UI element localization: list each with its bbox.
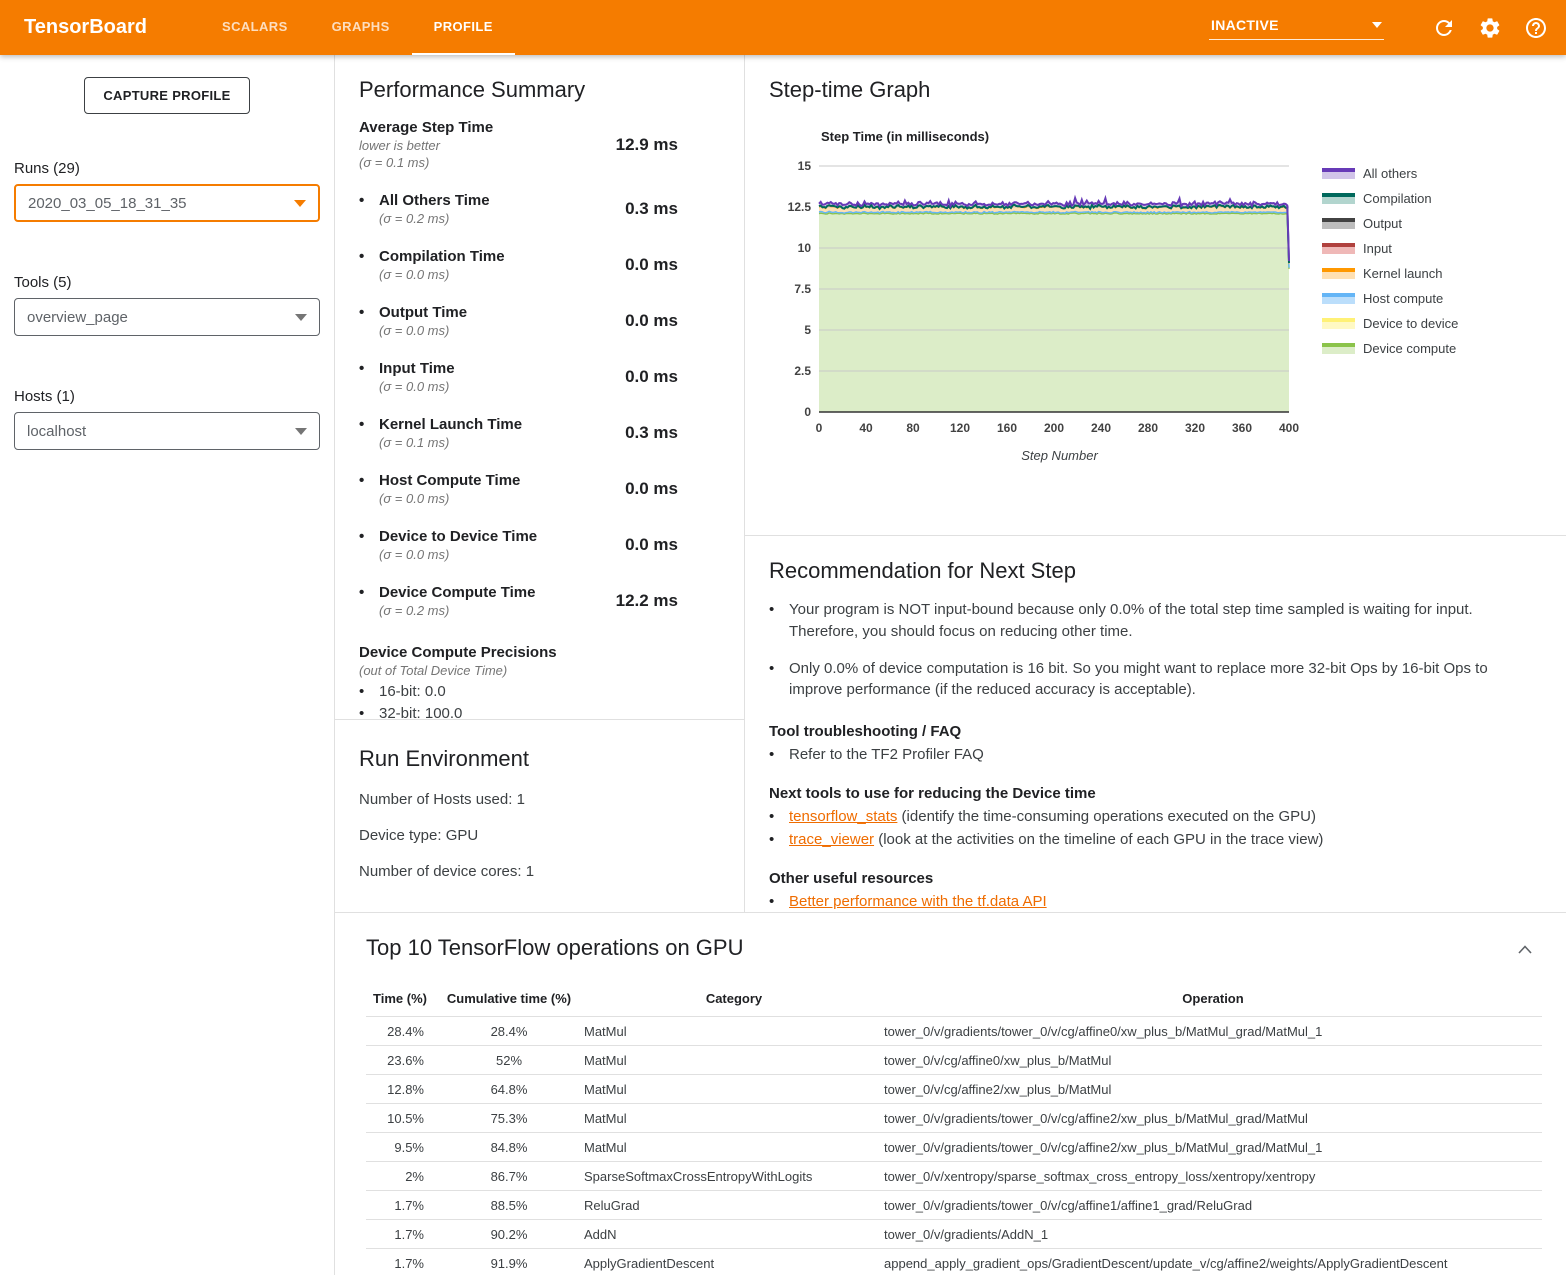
legend-item: [1322, 166, 1458, 181]
table-row: [366, 1104, 1542, 1133]
table-cell: 90.2%: [434, 1220, 584, 1249]
svg-text:5: 5: [804, 323, 811, 337]
legend-item: [1322, 191, 1458, 206]
table-row: [366, 1191, 1542, 1220]
metric-row: [359, 304, 720, 338]
table-cell: 91.9%: [434, 1249, 584, 1275]
legend-item: [1322, 341, 1458, 356]
metric-label: Host Compute Time: [379, 472, 521, 489]
run-environment-title: Run Environment: [359, 746, 529, 771]
svg-text:7.5: 7.5: [794, 282, 811, 296]
sidebar: [0, 55, 335, 1275]
metric-row: [359, 528, 720, 562]
svg-text:2.5: 2.5: [794, 364, 811, 378]
resource-item: [769, 893, 1542, 910]
svg-text:80: 80: [906, 421, 920, 435]
chevron-down-icon: [295, 428, 307, 435]
metric-label: Kernel Launch Time: [379, 416, 523, 433]
metric-label: Average Step Time: [359, 119, 494, 136]
top-ops-title: Top 10 TensorFlow operations on GPU: [366, 935, 744, 960]
table-cell: 64.8%: [434, 1075, 584, 1104]
legend-item: [1322, 241, 1458, 256]
svg-text:160: 160: [996, 421, 1018, 435]
table-header-cell: Cumulative time (%): [434, 983, 584, 1017]
table-row: [366, 1162, 1542, 1191]
legend-item: [1322, 316, 1458, 331]
metric-label: Compilation Time: [379, 248, 505, 265]
table-cell: MatMul: [584, 1133, 884, 1162]
runs-label: Runs (29): [14, 160, 80, 177]
table-cell: tower_0/v/gradients/tower_0/v/cg/affine2/xw_plus_b/MatMul_grad/MatMul: [884, 1104, 1542, 1133]
svg-text:10: 10: [797, 241, 811, 255]
recommendation-text: Only 0.0% of device computation is 16 bit. So you might want to replace more 32-bit Ops by 16-bit Ops to improve performance (if the reduced accuracy is acceptable).: [789, 659, 1488, 699]
table-cell: tower_0/v/gradients/tower_0/v/cg/affine1/affine1_grad/ReluGrad: [884, 1191, 1542, 1220]
trace-viewer-link[interactable]: trace_viewer: [789, 831, 875, 848]
table-cell: 75.3%: [434, 1104, 584, 1133]
recommendation-section: [745, 536, 1566, 932]
metric-value: 0.3 ms: [625, 423, 678, 442]
recommendation-bullet: [769, 658, 1542, 702]
faq-text: Refer to the TF2 Profiler FAQ: [789, 746, 984, 763]
bullet-icon: •: [769, 659, 775, 677]
table-cell: MatMul: [584, 1075, 884, 1104]
step-time-chart: [769, 129, 1542, 463]
precisions-title: Device Compute Precisions: [359, 644, 557, 661]
faq-item: [769, 746, 1542, 763]
tfdata-api-link[interactable]: Better performance with the tf.data API: [789, 893, 1047, 910]
metric-row: [359, 248, 720, 282]
bullet-icon: •: [359, 528, 365, 545]
next-tool-item: [769, 808, 1542, 825]
metric-row: [359, 416, 720, 450]
table-row: [366, 1133, 1542, 1162]
table-cell: 10.5%: [366, 1104, 434, 1133]
recommendation-bullet: [769, 599, 1542, 643]
svg-text:360: 360: [1231, 421, 1253, 435]
env-hosts-used: Number of Hosts used: 1: [359, 791, 525, 808]
metric-value: 12.9 ms: [615, 134, 678, 154]
table-header-cell: Category: [584, 983, 884, 1017]
metric-sigma: (σ = 0.0 ms): [379, 491, 450, 506]
faq-heading: Tool troubleshooting / FAQ: [769, 723, 962, 740]
settings-gear-icon[interactable]: [1478, 16, 1502, 40]
table-row: [366, 1220, 1542, 1249]
table-cell: tower_0/v/gradients/tower_0/v/cg/affine2/xw_plus_b/MatMul_grad/MatMul_1: [884, 1133, 1542, 1162]
performance-summary-title: Performance Summary: [359, 77, 586, 102]
bullet-icon: •: [769, 808, 775, 825]
metric-sigma: (σ = 0.0 ms): [379, 323, 450, 338]
chevron-down-icon: [294, 200, 306, 207]
table-cell: MatMul: [584, 1017, 884, 1046]
bullet-icon: •: [769, 893, 775, 910]
recommendation-text: Your program is NOT input-bound because only 0.0% of the total step time sampled is waiting for input. Therefore, you should focus on reducing other time.: [789, 601, 1473, 640]
table-cell: 9.5%: [366, 1133, 434, 1162]
svg-text:0: 0: [804, 405, 811, 419]
tab-graphs[interactable]: GRAPHS: [331, 19, 390, 34]
legend-item: [1322, 291, 1458, 306]
table-cell: 28.4%: [434, 1017, 584, 1046]
svg-text:0: 0: [815, 421, 823, 435]
env-device-cores: Number of device cores: 1: [359, 863, 535, 880]
table-cell: 28.4%: [366, 1017, 434, 1046]
svg-text:12.5: 12.5: [787, 200, 811, 214]
bullet-icon: •: [359, 248, 365, 265]
table-cell: 52%: [434, 1046, 584, 1075]
tab-scalars[interactable]: SCALARS: [222, 19, 288, 34]
table-cell: ApplyGradientDescent: [584, 1249, 884, 1275]
legend-item: [1322, 216, 1458, 231]
tools-dropdown-value: overview_page: [27, 308, 128, 326]
next-tools-heading: Next tools to use for reducing the Device time: [769, 785, 1096, 802]
performance-summary-section: [335, 55, 744, 720]
metric-label: Output Time: [379, 304, 468, 321]
metric-value: 0.0 ms: [625, 479, 678, 498]
hosts-dropdown-value: localhost: [27, 422, 87, 440]
capture-profile-button[interactable]: CAPTURE PROFILE: [84, 77, 249, 114]
legend-swatch-icon: [1322, 193, 1355, 204]
table-cell: 86.7%: [434, 1162, 584, 1191]
metric-sigma: (σ = 0.1 ms): [379, 435, 450, 450]
table-header-cell: Time (%): [366, 983, 434, 1017]
metric-sigma: (σ = 0.2 ms): [379, 603, 450, 618]
chevron-down-icon: [295, 314, 307, 321]
chart-x-axis-label: Step Number: [1021, 448, 1098, 463]
table-cell: 88.5%: [434, 1191, 584, 1220]
svg-text:200: 200: [1043, 421, 1065, 435]
metric-row: [359, 584, 720, 618]
table-cell: MatMul: [584, 1046, 884, 1075]
refresh-icon[interactable]: [1432, 16, 1456, 40]
next-tool-text: (identify the time-consuming operations executed on the GPU): [897, 808, 1316, 825]
legend-label: Device compute: [1363, 341, 1457, 356]
graph-column: [745, 55, 1566, 912]
metric-row: [359, 472, 720, 506]
table-cell: 23.6%: [366, 1046, 434, 1075]
svg-text:40: 40: [859, 421, 873, 435]
help-icon[interactable]: [1524, 16, 1548, 40]
legend-label: Input: [1363, 241, 1392, 256]
legend-item: [1322, 266, 1458, 281]
table-cell: 2%: [366, 1162, 434, 1191]
metric-label: Device to Device Time: [379, 528, 538, 545]
top-navbar: [0, 0, 1566, 55]
average-step-time-row: [359, 119, 720, 170]
table-cell: 1.7%: [366, 1220, 434, 1249]
step-time-chart-plot[interactable]: [769, 152, 1314, 444]
legend-label: Compilation: [1363, 191, 1432, 206]
metric-value: 0.0 ms: [625, 367, 678, 386]
table-cell: tower_0/v/cg/affine2/xw_plus_b/MatMul: [884, 1075, 1542, 1104]
svg-text:400: 400: [1278, 421, 1300, 435]
status-dropdown-value: INACTIVE: [1211, 17, 1279, 33]
chevron-down-icon: [1372, 22, 1382, 28]
metric-value: 12.2 ms: [615, 591, 678, 610]
metric-value: 0.0 ms: [625, 255, 678, 274]
table-cell: 1.7%: [366, 1249, 434, 1275]
metric-label: Device Compute Time: [379, 584, 536, 601]
metric-sigma: (σ = 0.0 ms): [379, 379, 450, 394]
chart-title: Step Time (in milliseconds): [821, 129, 990, 144]
step-time-graph-title: Step-time Graph: [769, 77, 931, 102]
bullet-icon: •: [359, 705, 365, 722]
status-dropdown[interactable]: [1209, 15, 1384, 40]
bullet-icon: •: [359, 192, 365, 209]
table-cell: tower_0/v/cg/affine0/xw_plus_b/MatMul: [884, 1046, 1542, 1075]
table-cell: tower_0/v/xentropy/sparse_softmax_cross_entropy_loss/xentropy/xentropy: [884, 1162, 1542, 1191]
metric-label: All Others Time: [379, 192, 490, 209]
legend-label: All others: [1363, 166, 1418, 181]
table-cell: 1.7%: [366, 1191, 434, 1220]
runs-dropdown-value: 2020_03_05_18_31_35: [28, 194, 187, 212]
metric-value: 0.0 ms: [625, 311, 678, 330]
legend-swatch-icon: [1322, 218, 1355, 229]
table-cell: append_apply_gradient_ops/GradientDescent/update_v/cg/affine2/weights/ApplyGradientDescent: [884, 1249, 1542, 1275]
precisions-note: (out of Total Device Time): [359, 663, 508, 678]
recommendation-title: Recommendation for Next Step: [769, 558, 1076, 583]
tools-label: Tools (5): [14, 274, 72, 291]
svg-text:280: 280: [1137, 421, 1159, 435]
bullet-icon: •: [769, 831, 775, 848]
metric-sigma: (σ = 0.0 ms): [379, 267, 450, 282]
hosts-label: Hosts (1): [14, 388, 75, 405]
next-tool-text: (look at the activities on the timeline of each GPU in the trace view): [874, 831, 1324, 848]
table-cell: tower_0/v/gradients/tower_0/v/cg/affine0/xw_plus_b/MatMul_grad/MatMul_1: [884, 1017, 1542, 1046]
step-time-graph-section: [745, 55, 1566, 536]
legend-label: Output: [1363, 216, 1403, 231]
metric-sigma: (σ = 0.1 ms): [359, 155, 430, 170]
legend-label: Host compute: [1363, 291, 1444, 306]
legend-swatch-icon: [1322, 243, 1355, 254]
svg-text:240: 240: [1090, 421, 1112, 435]
bullet-icon: •: [359, 472, 365, 489]
nav-tabs: [200, 0, 515, 55]
legend-swatch-icon: [1322, 268, 1355, 279]
table-row: [366, 1017, 1542, 1046]
resources-heading: Other useful resources: [769, 870, 934, 887]
table-header-cell: Operation: [884, 983, 1542, 1017]
bullet-icon: •: [359, 683, 365, 700]
legend-swatch-icon: [1322, 343, 1355, 354]
next-tool-item: [769, 831, 1542, 848]
svg-text:120: 120: [949, 421, 971, 435]
navbar-right: [1209, 0, 1566, 55]
runs-dropdown[interactable]: [14, 184, 320, 222]
tools-dropdown[interactable]: [14, 298, 320, 336]
tab-profile[interactable]: PROFILE: [412, 0, 515, 55]
metric-sigma: (σ = 0.2 ms): [379, 211, 450, 226]
bullet-icon: •: [359, 360, 365, 377]
bullet-icon: •: [769, 746, 775, 763]
env-device-type: Device type: GPU: [359, 827, 479, 844]
legend-label: Device to device: [1363, 316, 1459, 331]
collapse-chevron-icon[interactable]: [1518, 941, 1532, 959]
svg-text:320: 320: [1184, 421, 1206, 435]
metric-note: lower is better: [359, 138, 440, 153]
metric-value: 0.0 ms: [625, 535, 678, 554]
bullet-icon: •: [769, 601, 775, 618]
table-row: [366, 1249, 1542, 1275]
summary-column: [335, 55, 745, 912]
metric-sigma: (σ = 0.0 ms): [379, 547, 450, 562]
table-cell: MatMul: [584, 1104, 884, 1133]
tensorflow-stats-link[interactable]: tensorflow_stats: [789, 808, 898, 825]
run-environment-section: [335, 720, 744, 906]
metric-label: Input Time: [379, 360, 455, 377]
legend-swatch-icon: [1322, 293, 1355, 304]
bullet-icon: •: [359, 584, 365, 601]
precision-16bit: 16-bit: 0.0: [379, 683, 446, 700]
legend-swatch-icon: [1322, 168, 1355, 179]
hosts-dropdown[interactable]: [14, 412, 320, 450]
top-ops-section: [335, 913, 1566, 1275]
legend-swatch-icon: [1322, 318, 1355, 329]
precision-32bit: 32-bit: 100.0: [379, 705, 463, 722]
table-cell: AddN: [584, 1220, 884, 1249]
main-content: [335, 55, 1566, 1275]
metric-row: [359, 360, 720, 394]
table-row: [366, 1075, 1542, 1104]
bullet-icon: •: [359, 304, 365, 321]
svg-text:15: 15: [797, 159, 811, 173]
metric-row: [359, 192, 720, 226]
table-cell: ReluGrad: [584, 1191, 884, 1220]
table-cell: SparseSoftmaxCrossEntropyWithLogits: [584, 1162, 884, 1191]
legend-label: Kernel launch: [1363, 266, 1443, 281]
bullet-icon: •: [359, 416, 365, 433]
table-cell: 12.8%: [366, 1075, 434, 1104]
table-cell: tower_0/v/gradients/AddN_1: [884, 1220, 1542, 1249]
chart-legend: [1322, 152, 1458, 444]
app-title: TensorBoard: [24, 16, 147, 38]
top-ops-table: [366, 983, 1542, 1275]
metric-value: 0.3 ms: [625, 199, 678, 218]
table-row: [366, 1046, 1542, 1075]
table-cell: 84.8%: [434, 1133, 584, 1162]
